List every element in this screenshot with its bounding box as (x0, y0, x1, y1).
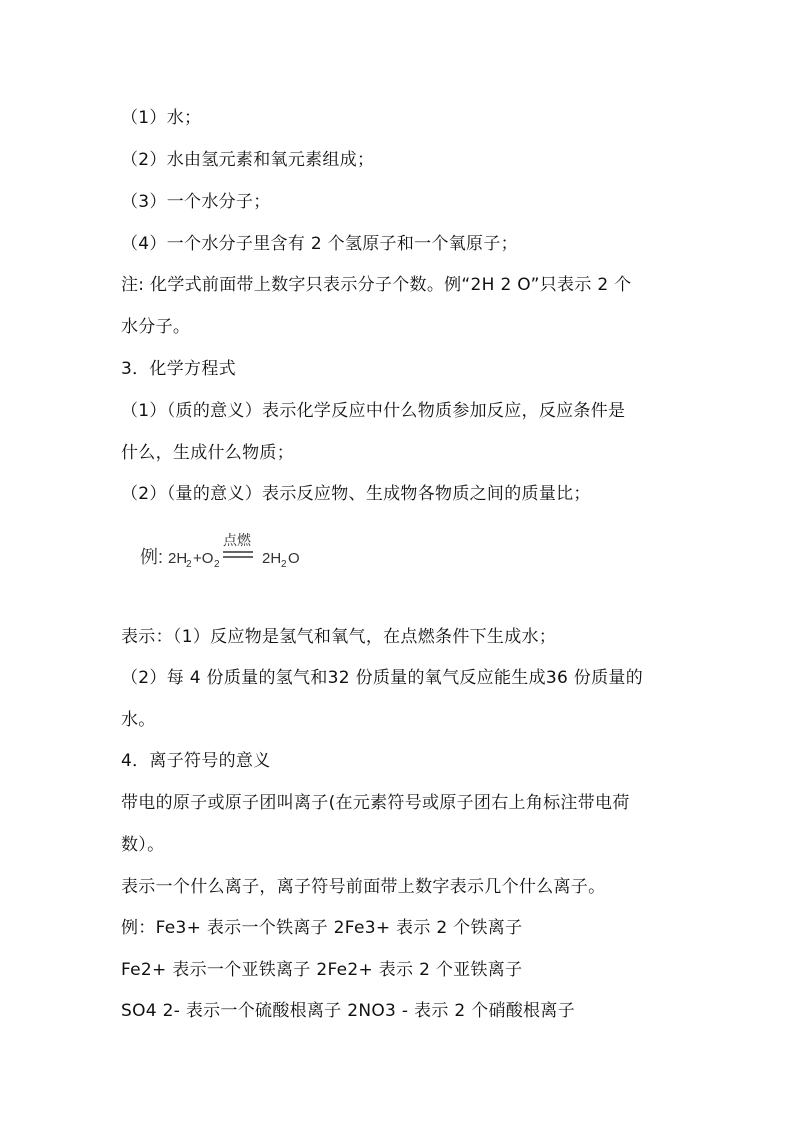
text-line: （3）一个水分子； (121, 192, 271, 212)
text-line: 带电的原子或原子团叫离子(在元素符号或原子团右上角标注带电荷 (121, 793, 630, 813)
reaction-condition: 点燃 (223, 532, 251, 548)
example-line: SO4 2- 表示一个硫酸根离子 2NO3 - 表示 2 个硝酸根离子 (121, 1001, 575, 1021)
note-line: 水分子。 (121, 317, 191, 337)
text-line: 表示一个什么离子，离子符号前面带上数字表示几个什么离子。 (121, 877, 606, 897)
text-line: 表示：（1）反应物是氢气和氧气，在点燃条件下生成水； (121, 627, 557, 647)
product-h2: 2H (262, 550, 282, 567)
text-line: 水。 (121, 710, 156, 730)
text-line: （1）（质的意义）表示化学反应中什么物质参加反应，反应条件是 (121, 401, 626, 421)
text-line: （2）（量的意义）表示反应物、生成物各物质之间的质量比； (121, 484, 591, 504)
text-line: （2）水由氢元素和氧元素组成； (121, 150, 375, 170)
reactant-h2: 2H (168, 550, 188, 567)
text-line: 什么，生成什么物质； (121, 443, 294, 463)
reactant-h2-subscript: 2 (186, 559, 192, 570)
product-o: O (288, 550, 300, 567)
chemical-equation (140, 532, 340, 576)
text-line: （1）水； (121, 108, 202, 128)
product-h2-subscript: 2 (281, 559, 287, 570)
section-heading: 4．离子符号的意义 (121, 751, 271, 771)
equation-prefix: 例: (140, 547, 164, 567)
example-line: Fe2+ 表示一个亚铁离子 2Fe2+ 表示 2 个亚铁离子 (121, 960, 523, 980)
text-line: 数）。 (121, 835, 165, 855)
reactant-o2-subscript: 2 (214, 559, 220, 570)
note-line: 注: 化学式前面带上数字只表示分子个数。例“2H 2 O”只表示 2 个 (121, 275, 632, 295)
section-heading: 3．化学方程式 (121, 359, 236, 379)
text-line: （4）一个水分子里含有 2 个氢原子和一个氧原子； (121, 234, 518, 254)
text-line: （2）每 4 份质量的氢气和32 份质量的氧气反应能生成36 份质量的 (121, 668, 644, 688)
example-line: 例：Fe3+ 表示一个铁离子 2Fe3+ 表示 2 个铁离子 (121, 918, 523, 938)
reactant-o2: +O (193, 550, 214, 567)
